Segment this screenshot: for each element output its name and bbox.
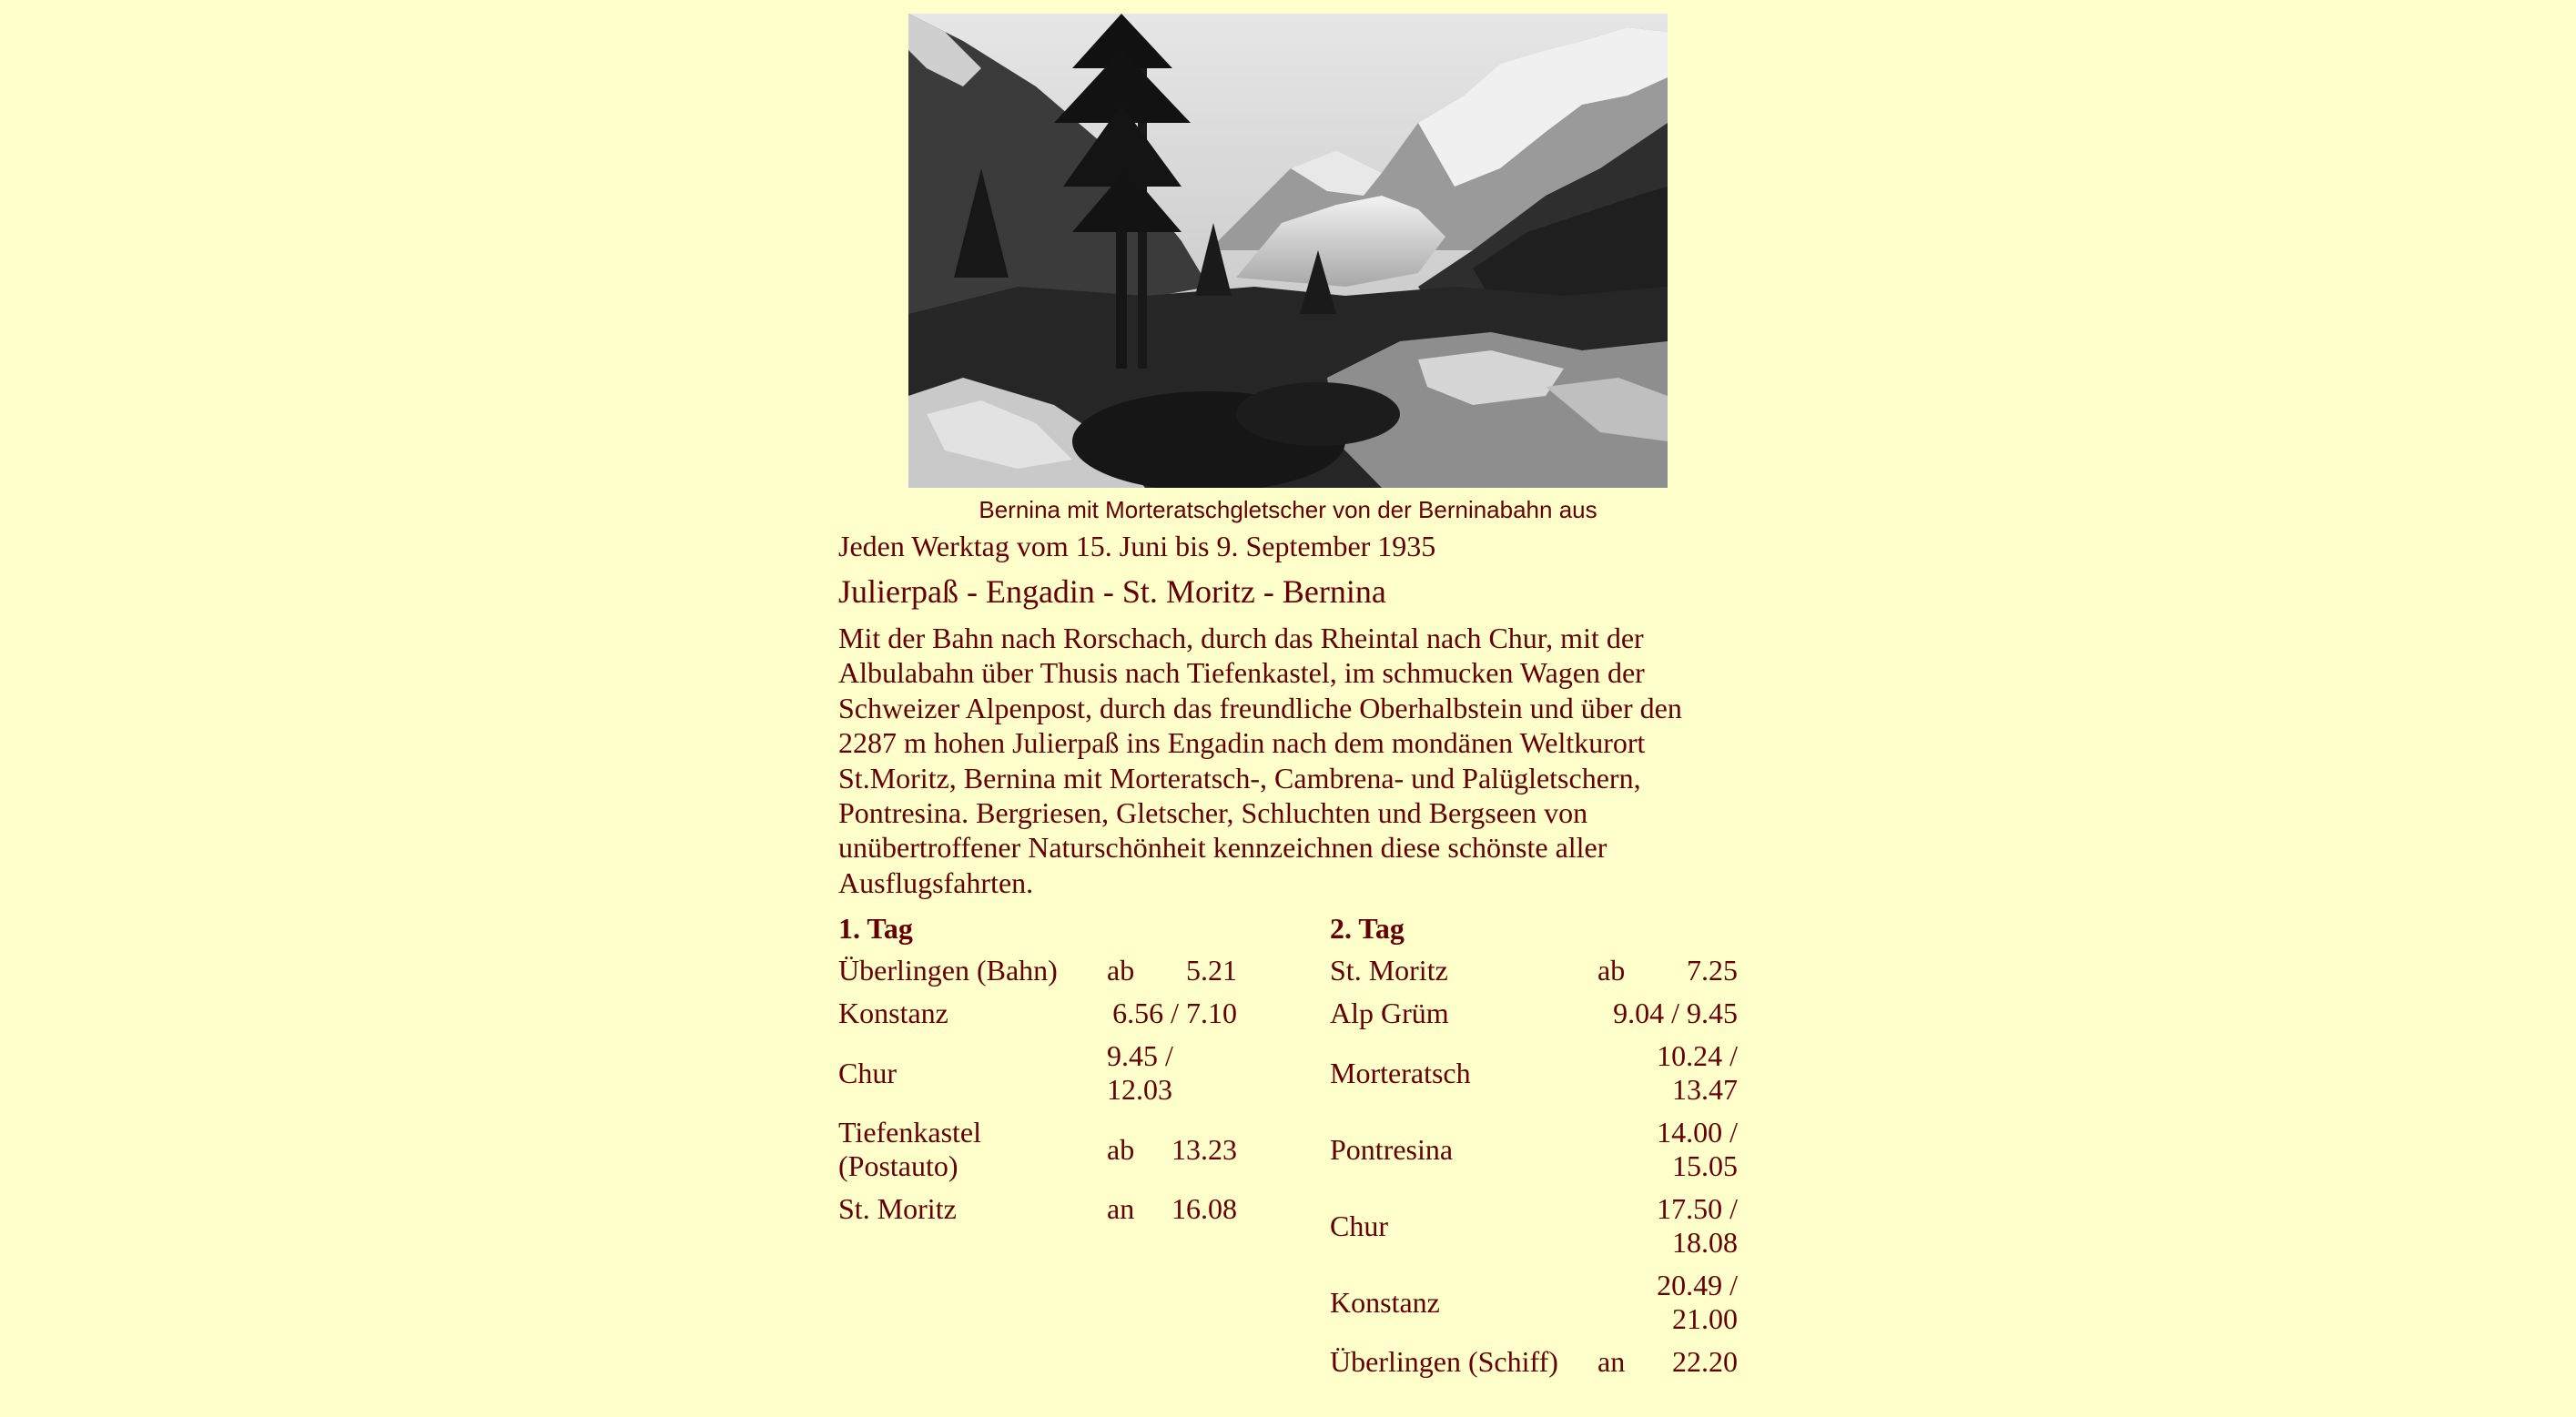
station-name: St. Moritz — [1330, 954, 1448, 987]
day-2-timetable — [1330, 907, 1767, 1383]
station-name: Pontresina — [1330, 1132, 1454, 1166]
time-value: 16.08 — [1171, 1192, 1237, 1226]
time-value — [1597, 1264, 1738, 1341]
table-row — [1330, 1188, 1738, 1264]
station-name: Überlingen (Schiff) — [1330, 1345, 1558, 1379]
station-name: Konstanz — [838, 997, 948, 1030]
table-row — [838, 949, 1237, 992]
station-name: Überlingen (Bahn) — [838, 954, 1058, 987]
arrival-note: an — [1597, 1345, 1626, 1379]
time-value: 6.56 / 7.10 — [1112, 997, 1237, 1030]
station-name — [838, 1111, 1107, 1188]
table-row — [1330, 992, 1738, 1035]
time-value-wrapped: 9.45 / 12.03 — [1107, 1039, 1173, 1107]
mountain-landscape-image — [908, 14, 1668, 488]
table-row — [1330, 1035, 1738, 1111]
station-name: Morteratsch — [1330, 1056, 1471, 1089]
table-row — [838, 1035, 1237, 1111]
time-value-wrapped: 17.50 / 18.08 — [1657, 1192, 1738, 1260]
time-value — [1597, 1188, 1738, 1264]
table-row — [1330, 1341, 1738, 1383]
station-name: St. Moritz — [838, 1192, 957, 1226]
station-name-wrapped: Tiefenkastel (Postauto) — [838, 1116, 982, 1183]
table-row — [838, 1188, 1237, 1230]
station-name: Chur — [1330, 1209, 1388, 1242]
day-1-timetable — [838, 907, 1248, 1230]
station-name: Konstanz — [1330, 1285, 1440, 1319]
time-value-wrapped: 10.24 / 13.47 — [1657, 1039, 1738, 1107]
bernina-photo — [908, 14, 1668, 488]
time-value — [1107, 1035, 1237, 1111]
table-row — [838, 1111, 1237, 1188]
time-value: 22.20 — [1672, 1345, 1738, 1379]
time-value: 13.23 — [1171, 1132, 1237, 1166]
tour-dates: Jeden Werktag vom 15. Juni bis 9. September 1935 — [838, 530, 1436, 562]
table-row — [1330, 949, 1738, 992]
time-value-wrapped: 14.00 / 15.05 — [1657, 1116, 1738, 1183]
departure-note: ab — [1107, 1132, 1135, 1166]
day-2-table — [1330, 949, 1738, 1383]
time-value — [1597, 1035, 1738, 1111]
station-name: Chur — [838, 1056, 897, 1089]
time-value: 7.25 — [1687, 954, 1738, 987]
station-name: Alp Grüm — [1330, 997, 1449, 1030]
time-value — [1597, 1111, 1738, 1188]
time-value: 9.04 / 9.45 — [1613, 997, 1738, 1030]
departure-note: ab — [1597, 954, 1626, 987]
photo-caption: Bernina mit Morteratschgletscher von der Berninabahn aus — [979, 496, 1597, 523]
route-description: Mit der Bahn nach Rorschach, durch das Rheintal nach Chur, mit der Albulabahn über Thusis nach Tiefenkastel, im schmucken Wagen der Schweizer Alpenpost, durch das freundliche Oberhalbstein und über den 2287 m hohen Julierpaß ins Engadin nach dem mondänen Weltkurort St.Moritz, Bernina mit Morteratsch-, Cambrena- und Palügletschern, Pontresina. Bergriesen, Gletscher, Schluchten und Bergseen von unübertroffener Naturschönheit kennzeichnen diese schönste aller Ausflugsfahrten. — [838, 622, 1682, 899]
day-2-heading: 2. Tag — [1330, 912, 1405, 946]
time-value: 5.21 — [1186, 954, 1237, 987]
time-value-wrapped: 20.49 / 21.00 — [1657, 1269, 1738, 1336]
table-row — [1330, 1111, 1738, 1188]
route-title: Julierpaß - Engadin - St. Moritz - Bernina — [838, 573, 1386, 610]
day-1-heading: 1. Tag — [838, 912, 913, 946]
tour-description — [838, 526, 1749, 1417]
day-1-table — [838, 949, 1237, 1230]
departure-note: ab — [1107, 954, 1135, 987]
timetable — [838, 907, 1749, 1417]
arrival-note: an — [1107, 1192, 1135, 1226]
table-row — [838, 992, 1237, 1035]
table-row — [1330, 1264, 1738, 1341]
